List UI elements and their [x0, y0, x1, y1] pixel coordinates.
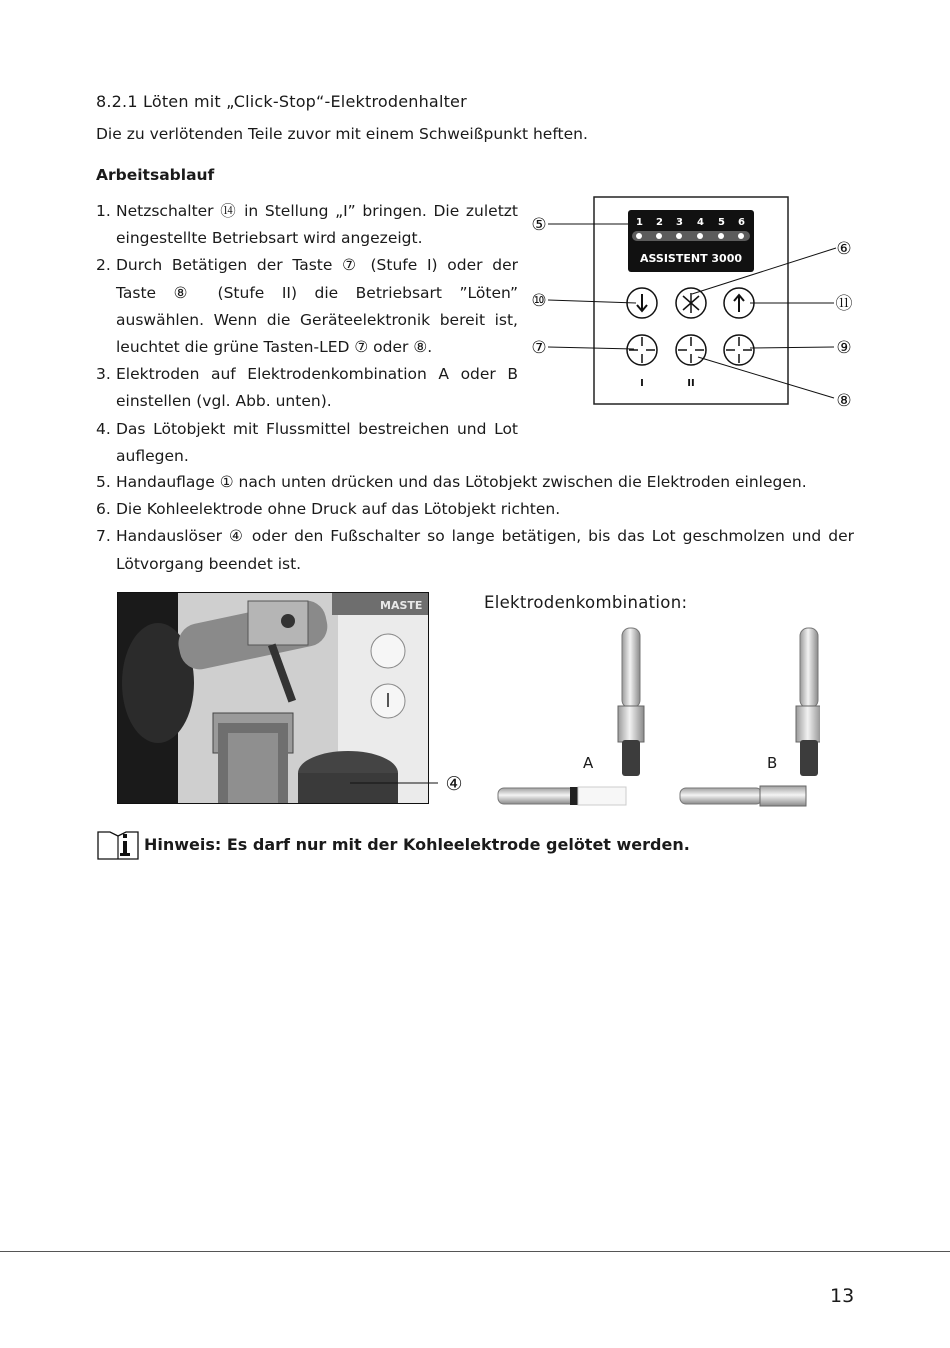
control-panel-figure	[524, 192, 864, 414]
page-number: 13	[830, 1285, 855, 1307]
electrode-title: Elektrodenkombination:	[484, 593, 688, 612]
electrode-b-horizontal	[680, 786, 806, 806]
photo-brand: MASTE	[380, 599, 423, 612]
callout-5: ⑤	[531, 215, 547, 235]
electrode-a-vertical	[618, 628, 644, 776]
list-item: 4. Das Lötobjekt mit Flussmittel bestreichen und Lot auflegen.	[96, 419, 518, 465]
electrode-b-vertical	[796, 628, 820, 776]
section-heading: 8.2.1 Löten mit „Click-Stop“-Elektrodenhalter	[96, 92, 467, 111]
callout-4-pointer	[350, 770, 470, 800]
steps-list-narrow	[96, 198, 518, 470]
list-item: 7. Handauslöser ④ oder den Fußschalter so lange betätigen, bis das Lot geschmolzen und der Lötvorgang beendet ist.	[96, 527, 854, 573]
electrode-combination-figure	[490, 620, 820, 810]
list-item: 1. Netzschalter ⑭ in Stellung „I” bringen. Die zuletzt eingestellte Betriebsart wird angezeigt.	[96, 202, 518, 248]
section-subheading: Arbeitsablauf	[96, 166, 215, 184]
panel-brand: ASSISTENT 3000	[639, 252, 743, 265]
note-text: Hinweis: Es darf nur mit der Kohleelektrode gelötet werden.	[144, 835, 690, 854]
led-number-1: 1	[636, 217, 643, 228]
callout-10: ⑩	[531, 291, 547, 311]
footer-divider	[0, 1251, 950, 1252]
callout-9: ⑨	[836, 338, 852, 358]
level-label-1: I	[640, 378, 644, 389]
callout-4: ④	[445, 773, 463, 795]
list-item: 6. Die Kohleelektrode ohne Druck auf das Lötobjekt richten.	[96, 500, 561, 519]
led-number-5: 5	[718, 217, 725, 228]
level-label-2: II	[687, 378, 695, 389]
led-number-2: 2	[656, 217, 663, 228]
led-number-3: 3	[676, 217, 683, 228]
steps-list-wide	[96, 469, 854, 578]
led-number-4: 4	[697, 217, 704, 228]
list-item: 3. Elektroden auf Elektrodenkombination A oder B einstellen (vgl. Abb. unten).	[96, 365, 518, 411]
callout-11: ⑪	[835, 294, 853, 314]
list-item: 2. Durch Betätigen der Taste ⑦ (Stufe I) oder der Taste ⑧ (Stufe II) die Betriebsart ”Löten” auswählen. Wenn die Geräteelektronik bereit ist, leuchtet die grüne Tasten-LED ⑦ oder ⑧.	[96, 256, 518, 357]
list-item: 5. Handauflage ① nach unten drücken und das Lötobjekt zwischen die Elektroden einlegen.	[96, 473, 807, 491]
electrode-a-horizontal	[498, 787, 626, 805]
callout-7: ⑦	[531, 338, 547, 358]
callout-8: ⑧	[836, 391, 852, 411]
callout-6: ⑥	[836, 239, 852, 259]
electrode-label-a: A	[583, 754, 594, 772]
section-intro: Die zu verlötenden Teile zuvor mit einem Schweißpunkt heften.	[96, 125, 588, 143]
electrode-label-b: B	[767, 754, 778, 772]
led-number-6: 6	[738, 217, 745, 228]
info-book-icon	[96, 830, 140, 860]
